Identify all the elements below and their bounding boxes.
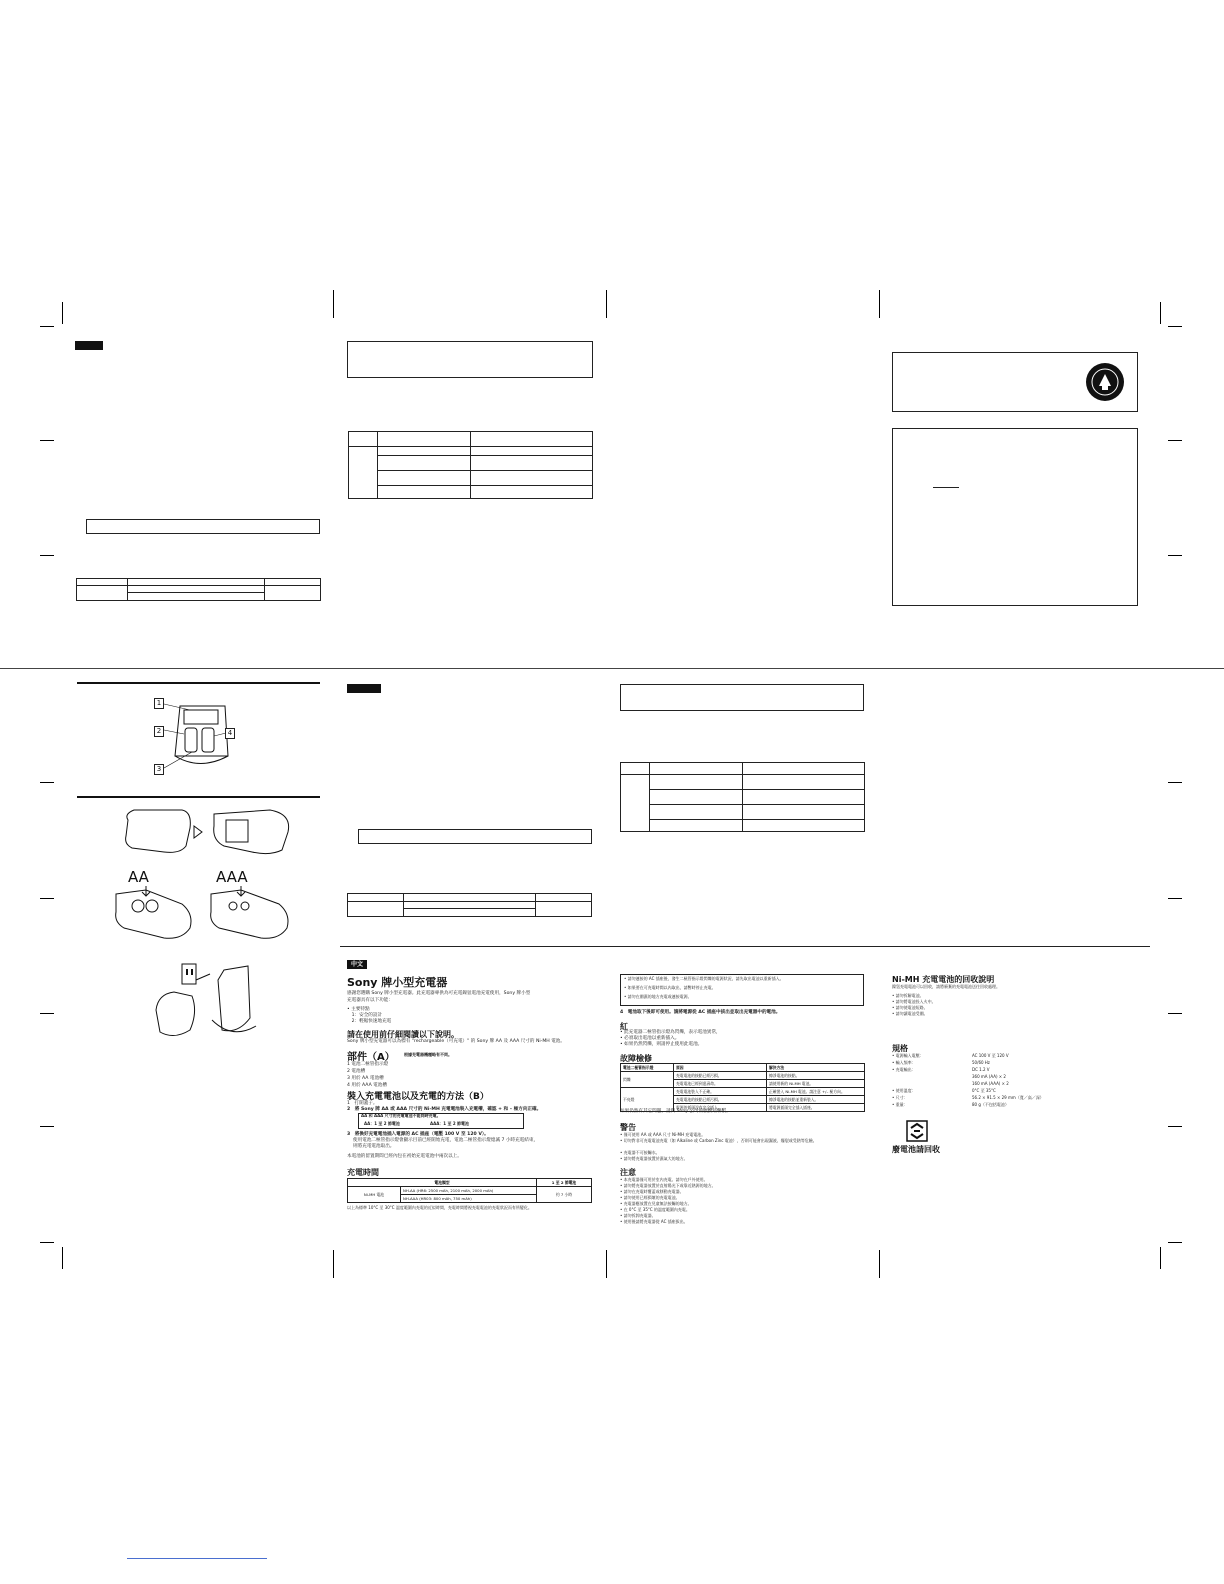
cn-step-3b: 使用電池二極管指示燈會顯示目前已經開始充電，電池二極管指示燈熄滅 7 小時充電結束， [347, 1138, 539, 1143]
trouble-r0-c2: 擦淨電池的接點。 [767, 1072, 865, 1080]
cn-part-2: 2 電池槽 [347, 1069, 366, 1074]
time-row-aa: NH-AA (HR6: 2500 mAh, 2100 mAh, 2000 mAh) [401, 1187, 537, 1195]
spec-0-value: AC 100 V 至 120 V [972, 1053, 1009, 1058]
trouble-head-1: 原因 [674, 1064, 767, 1072]
recycle-seal-icon [1085, 362, 1125, 402]
cn-howto-heading: 裝入充電電池以及充電的方法（B） [347, 1092, 489, 1102]
cn-intro-2: 充電器具有以下功能： [347, 998, 393, 1003]
cn-parts-heading: 部件（A） [347, 1052, 395, 1063]
spec-1-value: 50/60 Hz [972, 1060, 990, 1065]
trouble-r0-c1: 充電電池的接點已經污損。 [674, 1072, 767, 1080]
time-row-aaa: NH-AAA (HR03: 800 mAh, 750 mAh) [401, 1195, 537, 1203]
cn-usable-text: Sony 牌小型充電器可以為標有 "rechargeable（可充電）" 的 Sony 牌 AA 及 AAA 尺寸的 Ni-MH 電池。 [347, 1039, 565, 1044]
cn-step-3: 3 將換好充電電池插入電源的 AC 插座（電壓 100 V 至 120 V）。 [347, 1132, 489, 1137]
fold-line [0, 668, 1224, 669]
cn-col2-top-1: • 請勿連接的 AC 插座後，發生二極管指示燈閃爍的電源狀況，請先取出電池以重新插入。 [624, 976, 784, 981]
spec-2-value: DC 1.2 V [972, 1067, 990, 1072]
section-rule [340, 946, 1150, 947]
cn-trouble-heading: 故障檢修 [620, 1054, 652, 1063]
cn-caution-2: • 請勿將充電器放置於直射陽光下或靠近熱源的地方。 [620, 1183, 716, 1188]
cn-part-1: 1 電池二極管指示燈 [347, 1062, 389, 1067]
cn-box-aa: AA：1 至 2 節電池 [364, 1121, 400, 1126]
spec-7-value: 80 g（不包括電池） [972, 1102, 1009, 1107]
time-row-label: Ni-MH 電池 [348, 1187, 401, 1203]
cn-time-note: 以上為標準 10°C 至 30°C 溫度範圍內充電的近似時間，充電時間將視充電電池的充電狀況而有所變化。 [347, 1205, 532, 1210]
cn-feature-2: 2：輕鬆快速地充電 [347, 1019, 392, 1024]
callout-1: 1 [154, 698, 164, 709]
cn-step-3c: 則將充電電池取出。 [347, 1144, 395, 1149]
cn-caution-4: • 請勿使用已經損壞的充電電池。 [620, 1195, 680, 1200]
time-head-type: 電池類型 [348, 1179, 537, 1187]
cn-time-heading: 充電時間 [347, 1168, 379, 1177]
trouble-r0-c0: 閃爍 [621, 1072, 674, 1088]
cn-spec-heading: 規格 [892, 1044, 908, 1053]
cn-nimh-1: • 請勿拆解電池。 [892, 993, 924, 998]
charger-parts-figure [150, 696, 250, 776]
spec-7-label: • 重量： [892, 1102, 908, 1107]
cn-trouble-note: 如果仍然有其它問題，請與 Sony 公司的服務站聯繫。 [620, 1109, 731, 1114]
trouble-r3-c2: 擦淨電池的接點並重新裝入。 [767, 1096, 865, 1104]
cn-caution-8: • 使用後請將充電器從 AC 插座拔出。 [620, 1219, 688, 1224]
callout-2: 2 [154, 726, 164, 737]
cn-intro-1: 感謝您選購 Sony 牌小型充電器。此充電器專供為可充電鎳氫電池充電使用，Sony 牌小型 [347, 991, 531, 996]
aa-insert-figure [110, 884, 200, 944]
cn-nimh-0: 鎳氫充電電池可以回收，請將廢棄的充電電池送往回收處理。 [892, 984, 1000, 989]
cn-col2-top-2: • 如果要在可充電時間以內取出，請暫時停止充電。 [624, 985, 716, 990]
trouble-head-2: 解決方法 [767, 1064, 865, 1072]
cn-nimh-2: • 請勿將電池投入火中。 [892, 999, 936, 1004]
battery-recycle-icon [906, 1120, 928, 1142]
cn-step-4: 4 電池取下後即可使用。請將電源從 AC 插座中拔出並取出充電器中的電池。 [620, 1010, 781, 1015]
spec-3-value: 360 mA (AA) × 2 [972, 1074, 1006, 1079]
trouble-r4-c1: 電源的插頭沒有完全插入。 [674, 1104, 767, 1112]
cn-warn-heading: 警告 [620, 1123, 636, 1132]
spec-5-label: • 使用溫度： [892, 1088, 916, 1093]
charger-open-figure [120, 806, 300, 858]
language-badge: 中文 [347, 960, 367, 969]
spec-6-label: • 尺寸： [892, 1095, 908, 1100]
cn-nimh-3: • 請勿使電池短路。 [892, 1005, 928, 1010]
cn-caution-heading: 注意 [620, 1168, 636, 1177]
spec-6-value: 56.2 × 91.5 × 29 mm（寬／高／深） [972, 1095, 1044, 1100]
time-row-time: 約 7 小時 [537, 1187, 592, 1203]
cn-usable-heading: 請在使用前仔細閱讀以下說明。 [347, 1030, 459, 1039]
cn-caution-6: • 在 0°C 至 35°C 的溫度範圍內充電。 [620, 1207, 690, 1212]
spec-1-label: • 輸入頻率： [892, 1060, 916, 1065]
cn-warn-4: • 請勿將充電器放置於濕氣大的地方。 [620, 1156, 688, 1161]
cn-time-table [347, 1178, 592, 1203]
aa-label: AA [128, 868, 149, 886]
cn-feature-1: 1：安全的設計 [347, 1013, 383, 1018]
trouble-r2-c1: 充電電池裝入不正確。 [674, 1088, 767, 1096]
callout-3: 3 [154, 764, 164, 775]
trouble-r4-c2: 將電源插頭完全插入插座。 [767, 1104, 865, 1112]
cn-feature-0: • 主要特點 [347, 1007, 370, 1012]
time-head-count: 1 至 2 節電池 [537, 1179, 592, 1187]
trouble-r2-c2: 正確裝入 Ni-MH 電池。請注意 +/– 極方向。 [767, 1088, 865, 1096]
recycle-label: 廢電池請回收 [892, 1145, 940, 1154]
cn-caution-5: • 充電器應放置在兒童無法接觸的地方。 [620, 1201, 692, 1206]
spec-5-value: 0°C 至 35°C [972, 1088, 996, 1093]
trouble-r1-c2: 請使用新的 Ni-MH 電池。 [767, 1080, 865, 1088]
cn-nimh-heading: Ni-MH 充電電池的回收說明 [892, 975, 995, 984]
cn-box-aaa: AAA：1 至 2 節電池 [430, 1121, 470, 1126]
cn-step-2: 2 將 Sony 牌 AA 或 AAA 尺寸的 Ni-MH 充電電池裝入充電槽，確認 + 和 – 極方向正確。 [347, 1107, 542, 1112]
trouble-head-0: 電池二極管指示燈 [621, 1064, 674, 1072]
outlet-plugging-figure [152, 960, 262, 1042]
aaa-label: AAA [216, 868, 248, 886]
aaa-insert-figure [205, 884, 297, 944]
cn-caution-3: • 請勿在充電時覆蓋或移動充電器。 [620, 1189, 684, 1194]
cn-caution-7: • 請勿拆卸充電器。 [620, 1213, 656, 1218]
spec-4-value: 160 mA (AAA) × 2 [972, 1081, 1009, 1086]
cn-trouble-table [620, 1063, 865, 1112]
cn-red-3: • 如果仍然閃爍，則請停止使用此電池。 [620, 1042, 703, 1047]
cn-warn-2: • 切勿對非可充電電池充電（如 Alkaline 或 Carbon Zinc 電池），否則可能會出現漏液、爆裂或受熱等危險。 [620, 1138, 817, 1143]
cn-caution-1: • 本充電器僅可用於室內充電。請勿在戶外使用。 [620, 1177, 708, 1182]
cn-red-2: • 必須取出電池以重新插入。 [620, 1036, 680, 1041]
cn-title: Sony 牌小型充電器 [347, 976, 448, 989]
cn-warn-1: • 僅可使用 AA 或 AAA 尺寸 Ni-MH 充電電池。 [620, 1132, 706, 1137]
cn-step-1: 1 打開蓋子。 [347, 1101, 378, 1106]
spec-0-label: • 電源輸入電壓： [892, 1053, 924, 1058]
cn-red-heading: 紅 [620, 1022, 628, 1031]
cn-red-1: • 此充電器二極管指示燈為閃爍，表示電池異常， [620, 1030, 721, 1035]
trouble-r1-c1: 充電電池已經到達壽命。 [674, 1080, 767, 1088]
cn-col2-top-3: • 請勿在潮濕的地方充電或連接電源。 [624, 994, 692, 999]
trouble-r3-c1: 充電電池的接點已經污損。 [674, 1096, 767, 1104]
cn-box-title: AA 和 AAA 尺寸的充電電池不能同時充電。 [361, 1113, 441, 1118]
cn-warn-3: • 充電器不可接觸水。 [620, 1150, 660, 1155]
footer-underline [127, 1558, 267, 1559]
cn-parts-note: 根據充電器機種略有不同。 [404, 1052, 452, 1057]
cn-part-4: 4 用於 AAA 電池槽 [347, 1083, 387, 1088]
spec-2-label: • 充電輸出： [892, 1067, 916, 1072]
cn-nimh-4: • 請勿讓電池受潮。 [892, 1011, 928, 1016]
cn-note-after: 本電池的留置期間已經內包在初始充電電池中兩次以上。 [347, 1154, 462, 1159]
callout-4: 4 [225, 728, 235, 739]
cn-part-3: 3 用於 AA 電池槽 [347, 1076, 384, 1081]
trouble-r2-c0: 不亮燈 [621, 1088, 674, 1112]
